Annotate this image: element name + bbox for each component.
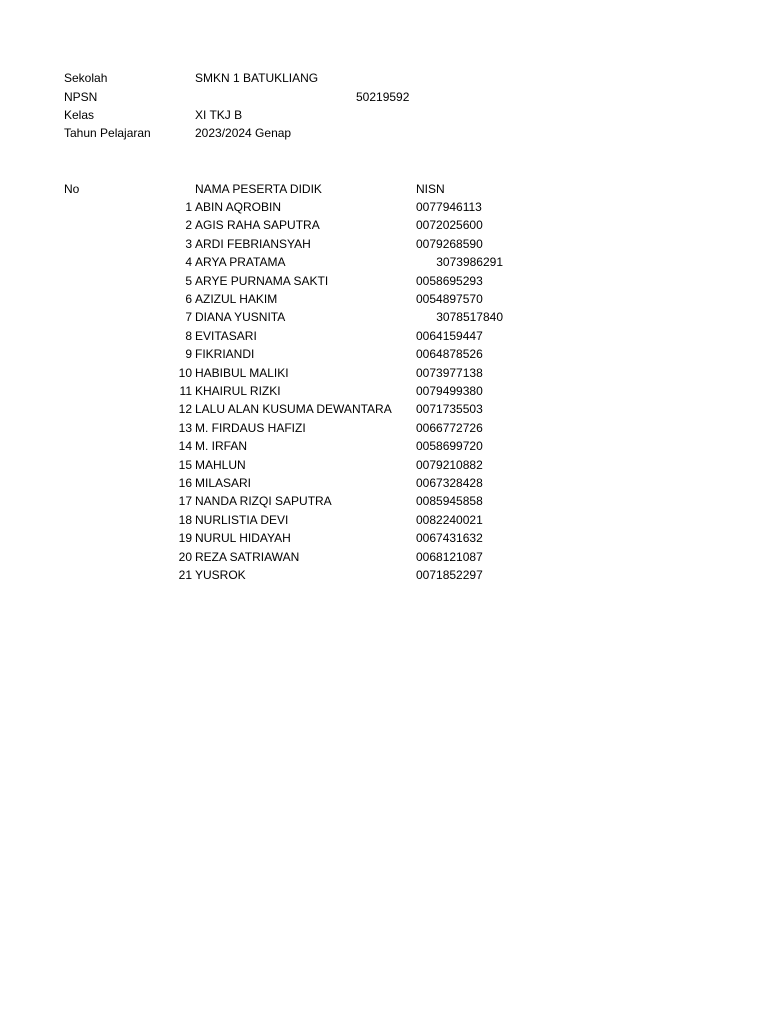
student-name: M. FIRDAUS HAFIZI (195, 421, 306, 435)
student-name: DIANA YUSNITA (195, 310, 286, 324)
row-number: 19 (178, 531, 192, 545)
row-number: 16 (178, 476, 192, 490)
student-nisn: 0058695293 (416, 274, 483, 288)
student-nisn: 0073977138 (416, 366, 483, 380)
student-name: ABIN AQROBIN (195, 200, 282, 214)
row-number: 11 (179, 384, 192, 398)
student-nisn: 0079499380 (416, 384, 483, 398)
student-nisn: 0068121087 (416, 550, 483, 564)
sekolah-label: Sekolah (64, 71, 108, 85)
row-number: 20 (178, 550, 192, 564)
column-header-no: No (64, 182, 80, 196)
student-nisn: 0054897570 (416, 292, 483, 306)
row-number: 7 (185, 310, 192, 324)
row-number: 21 (178, 568, 192, 582)
student-name: HABIBUL MALIKI (195, 366, 289, 380)
row-number: 17 (178, 494, 192, 508)
npsn-label: NPSN (64, 90, 98, 104)
row-number: 9 (185, 347, 192, 361)
student-nisn: 0082240021 (416, 513, 483, 527)
student-name: MILASARI (195, 476, 252, 490)
student-nisn: 0067431632 (416, 531, 483, 545)
row-number: 10 (178, 366, 192, 380)
student-nisn: 0077946113 (416, 200, 482, 214)
student-nisn: 0067328428 (416, 476, 483, 490)
tahun-pelajaran-value: 2023/2024 Genap (195, 126, 292, 140)
student-name: MAHLUN (195, 458, 246, 472)
row-number: 15 (178, 458, 192, 472)
row-number: 2 (185, 218, 192, 232)
student-name: NANDA RIZQI SAPUTRA (195, 494, 332, 508)
student-nisn: 0058699720 (416, 439, 483, 453)
student-nisn: 0072025600 (416, 218, 483, 232)
row-number: 1 (185, 200, 192, 214)
student-name: AZIZUL HAKIM (195, 292, 278, 306)
row-number: 8 (185, 329, 192, 343)
student-nisn: 0079268590 (416, 237, 483, 251)
student-nisn: 0071735503 (416, 402, 483, 416)
kelas-label: Kelas (64, 108, 95, 122)
row-number: 5 (185, 274, 192, 288)
student-name: YUSROK (195, 568, 246, 582)
student-name: M. IRFAN (195, 439, 248, 453)
student-nisn: 0079210882 (416, 458, 483, 472)
tahun-pelajaran-label: Tahun Pelajaran (64, 126, 151, 140)
student-name: ARYE PURNAMA SAKTI (195, 274, 329, 288)
student-name: FIKRIANDI (195, 347, 255, 361)
row-number: 14 (178, 439, 192, 453)
student-name: AGIS RAHA SAPUTRA (195, 218, 320, 232)
student-name: REZA SATRIAWAN (195, 550, 300, 564)
student-nisn: 0071852297 (416, 568, 483, 582)
student-name: LALU ALAN KUSUMA DEWANTARA (195, 402, 392, 416)
kelas-value: XI TKJ B (195, 108, 243, 122)
student-nisn: 0064878526 (416, 347, 483, 361)
student-nisn: 0064159447 (416, 329, 483, 343)
student-name: ARDI FEBRIANSYAH (195, 237, 311, 251)
row-number: 3 (185, 237, 192, 251)
student-nisn: 3073986291 (436, 255, 503, 269)
student-name: KHAIRUL RIZKI (195, 384, 281, 398)
row-number: 18 (178, 513, 192, 527)
student-nisn: 3078517840 (436, 310, 503, 324)
row-number: 6 (185, 292, 192, 306)
column-header-nisn: NISN (416, 182, 445, 196)
column-header-name: NAMA PESERTA DIDIK (195, 182, 322, 196)
student-nisn: 0066772726 (416, 421, 483, 435)
sekolah-value: SMKN 1 BATUKLIANG (195, 71, 319, 85)
npsn-value: 50219592 (356, 90, 410, 104)
row-number: 13 (178, 421, 192, 435)
row-number: 4 (185, 255, 192, 269)
row-number: 12 (178, 402, 192, 416)
student-name: ARYA PRATAMA (195, 255, 286, 269)
student-name: NURLISTIA DEVI (195, 513, 289, 527)
student-name: NURUL HIDAYAH (195, 531, 291, 545)
student-name: EVITASARI (195, 329, 257, 343)
student-nisn: 0085945858 (416, 494, 483, 508)
